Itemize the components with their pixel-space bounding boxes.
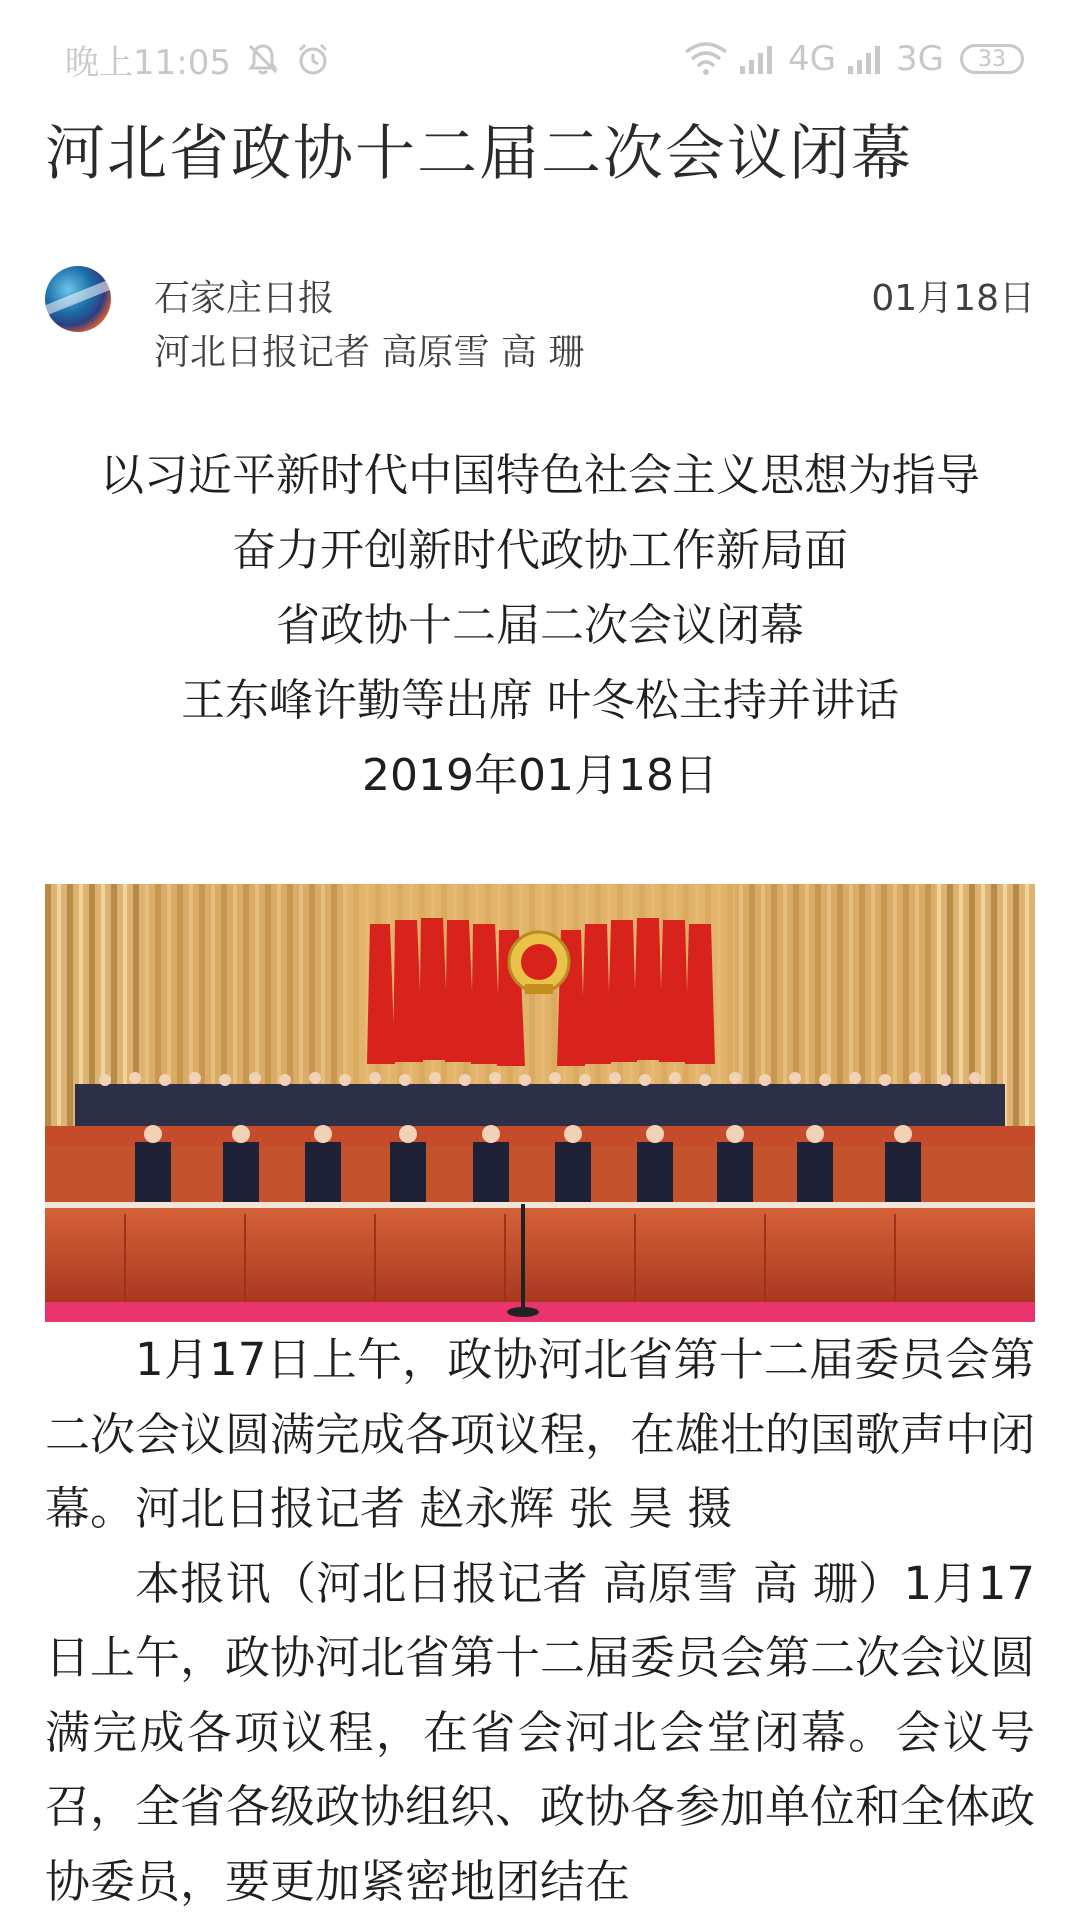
author-line: 河北日报记者 高原雪 高 珊 [154,332,585,373]
network-type-primary: 4G [788,39,837,79]
wifi-icon [684,42,728,76]
alarm-off-icon [245,41,281,77]
source-row[interactable] [45,262,1035,372]
headline-line: 以习近平新时代中国特色社会主义思想为指导 [100,450,980,501]
headline-date: 2019年01月18日 [362,750,718,801]
headline-block [45,438,1035,813]
battery-icon [960,44,1024,74]
status-bar-right [684,39,1024,79]
alarm-clock-icon [295,41,331,77]
network-type-secondary: 3G [896,39,944,79]
battery-level: 33 [978,46,1006,72]
source-name[interactable]: 石家庄日报 [154,278,335,319]
headline-line: 奋力开创新时代政协工作新局面 [232,525,848,576]
body-paragraph: 本报讯（河北日报记者 高原雪 高 珊）1月17日上午，政协河北省第十二届委员会第二次会议圆满完成各项议程，在省会河北会堂闭幕。会议号召，全省各级政协组织、政协各参加单位和全体政协委员，要更加紧密地团结在 [45,1556,1036,1908]
article-photo[interactable] [45,884,1035,1322]
article-body [45,1323,1035,1919]
status-bar-left [65,35,331,84]
status-bar [0,0,1080,118]
headline-line: 省政协十二届二次会议闭幕 [276,600,804,651]
publish-date: 01月18日 [871,278,1035,319]
signal-icon-secondary [846,44,886,74]
source-avatar[interactable] [45,266,111,332]
photo-caption: 1月17日上午，政协河北省第十二届委员会第二次会议圆满完成各项议程，在雄壮的国歌声中闭幕。河北日报记者 赵永辉 张 昊 摄 [45,1333,1036,1535]
signal-icon [738,44,778,74]
status-time: 晚上11:05 [65,42,231,83]
article-title: 河北省政协十二届二次会议闭幕 [45,119,913,189]
headline-line: 王东峰许勤等出席 叶冬松主持并讲话 [181,675,899,726]
photo-illustration [45,884,1035,1322]
